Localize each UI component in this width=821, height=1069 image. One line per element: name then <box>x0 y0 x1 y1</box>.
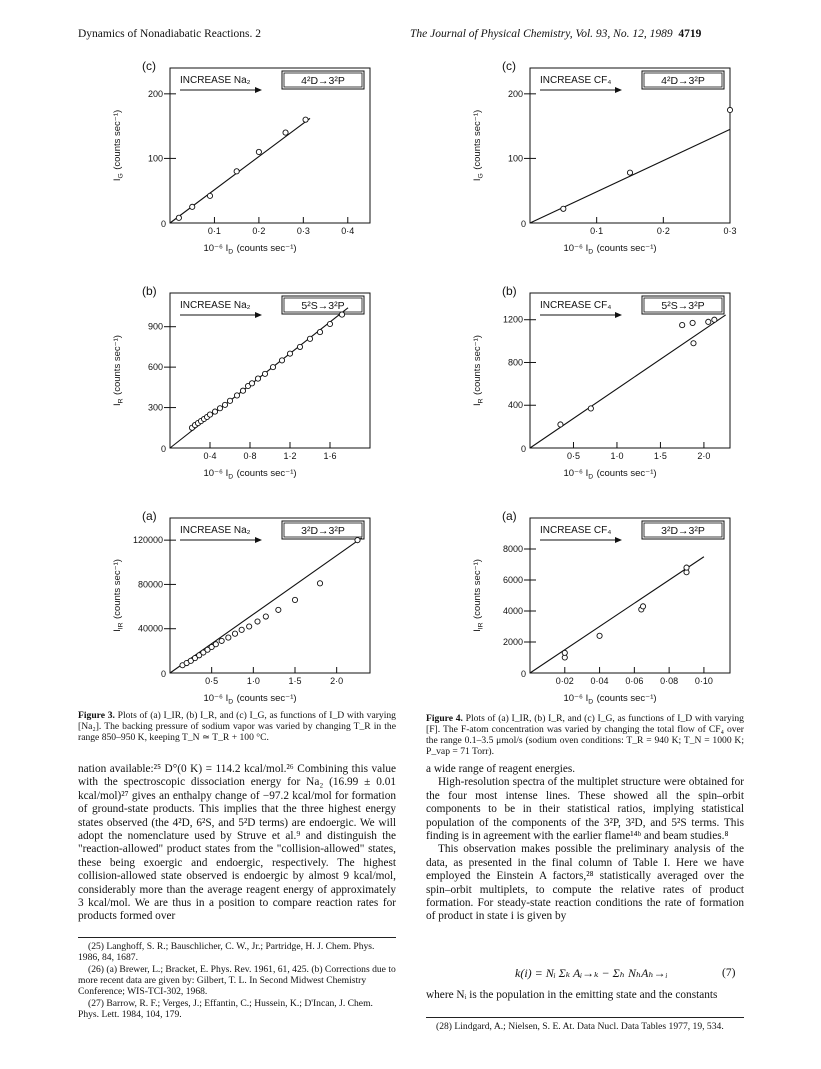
data-point <box>691 341 696 346</box>
x-tick-label: 1·5 <box>653 451 667 461</box>
page-number: 4719 <box>678 28 702 40</box>
data-point <box>317 581 322 586</box>
data-point <box>226 635 231 640</box>
data-point <box>263 614 268 619</box>
data-point <box>176 215 181 220</box>
arrow-head <box>255 312 262 318</box>
y-axis-label: $I_R$ (counts sec⁻¹) <box>472 335 485 406</box>
x-axis-label: 10⁻⁶ $I_D$ (counts sec⁻¹) <box>203 243 297 256</box>
data-point <box>212 409 217 414</box>
x-tick-label: 0·1 <box>590 226 604 236</box>
fit-line <box>530 557 704 673</box>
running-head-right <box>410 28 701 40</box>
figure4-caption <box>426 713 744 757</box>
x-tick-label: 0·02 <box>555 676 574 686</box>
increase-annotation: INCREASE CF₄ <box>540 300 612 311</box>
data-point <box>562 650 567 655</box>
transition-label: 4²D→3²P <box>661 75 705 87</box>
x-tick-label: 0·3 <box>296 226 310 236</box>
fig3c-chart <box>95 50 415 255</box>
panel-label: (a) <box>142 509 157 523</box>
data-point <box>270 365 275 370</box>
data-point <box>727 107 732 112</box>
equation-7-number: (7) <box>722 967 736 979</box>
x-tick-label: 1·0 <box>246 676 260 686</box>
y-tick-label: 400 <box>507 400 523 411</box>
x-tick-label: 1·0 <box>610 451 624 461</box>
data-point <box>712 317 717 322</box>
data-point <box>561 206 566 211</box>
x-axis-label: 10⁻⁶ $I_D$ (counts sec⁻¹) <box>563 693 657 706</box>
x-axis-label: 10⁻⁶ $I_D$ (counts sec⁻¹) <box>203 468 297 481</box>
y-tick-label: 800 <box>507 357 523 368</box>
panel-label: (b) <box>502 284 517 298</box>
data-point <box>239 627 244 632</box>
data-point <box>307 336 312 341</box>
data-point <box>207 412 212 417</box>
data-point <box>255 376 260 381</box>
fig4a-chart <box>455 500 775 705</box>
plot-frame <box>530 518 730 673</box>
data-point <box>276 607 281 612</box>
x-axis-label: 10⁻⁶ $I_D$ (counts sec⁻¹) <box>563 243 657 256</box>
figure3-caption <box>78 710 396 743</box>
footnote-rule-left <box>78 937 396 938</box>
y-tick-label: 600 <box>147 362 163 373</box>
fig3a-chart <box>95 500 415 705</box>
data-point <box>232 631 237 636</box>
transition-label: 5²S→3²P <box>301 300 345 312</box>
x-tick-label: 1·5 <box>288 676 302 686</box>
increase-annotation: INCREASE Na₂ <box>180 75 251 86</box>
origin-label: 0 <box>160 669 166 679</box>
body-left-paragraph: nation available:²⁵ D°(0 K) = 114.2 kcal/mol.²⁶ Combining this value with the spectroscopic dissociation energy for Na₂ (16.99 ± 0.01 kcal/mol)²⁷ gives an enthalpy change of −97.2 kcal/mol for formation of ground-state products. This implies that the three highest energy states observed (the 4²D, 6²S, and 5²D terms) are endoergic. We will adopt the nomenclature used by Struve et al.⁹ and distinguish the "reaction-allowed" product states from the "collision-allowed" states, these being exoergic and endoergic, respectively. The highest collision-allowed state observed is endoergic by almost 9 kcal/mol, considerably more than the average reagent energy of approximately 3 kcal/mol. We are thus in a position to compare reaction rates for products formed over <box>78 763 396 923</box>
y-tick-label: 6000 <box>502 575 523 585</box>
data-point <box>287 351 292 356</box>
data-point <box>262 371 267 376</box>
data-point <box>680 322 685 327</box>
arrow-head <box>255 87 262 93</box>
data-point <box>234 393 239 398</box>
increase-annotation: INCREASE CF₄ <box>540 525 612 536</box>
data-point <box>303 117 308 122</box>
panel-label: (c) <box>142 59 156 73</box>
x-tick-label: 0·8 <box>243 451 257 461</box>
plot-frame <box>170 68 370 223</box>
data-point <box>297 344 302 349</box>
references-right <box>426 1021 744 1033</box>
data-point <box>706 319 711 324</box>
data-point <box>283 130 288 135</box>
x-axis-label: 10⁻⁶ $I_D$ (counts sec⁻¹) <box>563 468 657 481</box>
data-point <box>355 538 360 543</box>
body-right-paragraph-2: High-resolution spectra of the multiplet structure were obtained for the four most intense lines. These showed all the spin–orbit components to be in their statistical ratios, implying statistical population of the components of the 3²P, 3²D, and 5²S terms. This finding is in agreement with the earlier flame¹⁴ᵇ and beam studies.⁸ <box>426 776 744 843</box>
x-tick-label: 2·0 <box>697 451 711 461</box>
y-tick-label: 900 <box>147 321 163 332</box>
y-axis-label: $I_G$ (counts sec⁻¹) <box>112 109 125 182</box>
reference-28: (28) Lindgard, A.; Nielsen, S. E. At. Data Nucl. Data Tables 1977, 19, 534. <box>436 1021 724 1032</box>
data-point <box>222 402 227 407</box>
figure3-label: Figure 3. <box>78 710 115 721</box>
running-head-left: Dynamics of Nonadiabatic Reactions. 2 <box>78 28 261 40</box>
panel-label: (b) <box>142 284 157 298</box>
data-point <box>255 619 260 624</box>
origin-label: 0 <box>160 444 166 454</box>
transition-label: 4²D→3²P <box>301 75 345 87</box>
y-axis-label: $I_G$ (counts sec⁻¹) <box>472 109 485 182</box>
x-tick-label: 0·08 <box>660 676 679 686</box>
plot-frame <box>530 68 730 223</box>
data-point <box>249 381 254 386</box>
y-axis-label: $I_R$ (counts sec⁻¹) <box>112 335 125 406</box>
panel-label: (a) <box>502 509 517 523</box>
increase-annotation: INCREASE Na₂ <box>180 525 251 536</box>
x-tick-label: 0·10 <box>694 676 713 686</box>
x-axis-label: 10⁻⁶ $I_D$ (counts sec⁻¹) <box>203 693 297 706</box>
y-tick-label: 200 <box>147 88 163 99</box>
origin-label: 0 <box>160 219 166 229</box>
after-equation-text: where Nᵢ is the population in the emitting state and the constants <box>426 989 718 1001</box>
x-tick-label: 1·2 <box>283 451 297 461</box>
fit-line <box>530 129 730 223</box>
data-point <box>317 329 322 334</box>
data-point <box>597 633 602 638</box>
x-tick-label: 0·2 <box>656 226 670 236</box>
data-point <box>213 642 218 647</box>
data-point <box>684 565 689 570</box>
data-point <box>627 170 632 175</box>
data-point <box>292 597 297 602</box>
arrow-head <box>255 537 262 543</box>
body-right-paragraph-3: This observation makes possible the preliminary analysis of the data, as presented in the final column of Table I. Here we have employed the Einstein A factors,²⁸ statistically averaged over the spin–orbit multiplets, to compute the relative rates of product formation. For steady-state reaction conditions the rate of formation of product in state i is given by <box>426 843 744 923</box>
x-tick-label: 0·3 <box>723 226 737 236</box>
x-tick-label: 0·5 <box>566 451 580 461</box>
y-tick-label: 200 <box>507 88 523 99</box>
data-point <box>339 312 344 317</box>
origin-label: 0 <box>520 219 526 229</box>
body-right-paragraph-1: a wide range of reagent energies. <box>426 763 576 775</box>
data-point <box>240 388 245 393</box>
data-point <box>234 169 239 174</box>
reference-25: (25) Langhoff, S. R.; Bauschlicher, C. W., Jr.; Partridge, H. J. Chem. Phys. 1986, 84, 1687. <box>78 941 375 963</box>
y-tick-label: 300 <box>147 402 163 413</box>
reference-26: (26) (a) Brewer, L.; Bracket, E. Phys. Rev. 1961, 61, 425. (b) Corrections due to more recent data are given by: Gilbert, T. L. In Second Midwest Chemistry Conference; WIS-TCI-302, 1968. <box>78 964 396 997</box>
transition-label: 3²D→3²P <box>301 525 345 537</box>
body-right-continuation <box>426 989 744 1002</box>
data-point <box>219 638 224 643</box>
x-tick-label: 0·2 <box>252 226 266 236</box>
data-point <box>640 604 645 609</box>
panel-label: (c) <box>502 59 516 73</box>
footnote-rule-right <box>426 1017 744 1018</box>
y-axis-label: $I_{IR}$ (counts sec⁻¹) <box>472 559 485 632</box>
y-tick-label: 4000 <box>502 606 523 616</box>
equation-7: k(i) = Nᵢ Σₖ Aᵢ→ₖ − Σₕ NₕAₕ→ᵢ <box>515 966 668 980</box>
y-tick-label: 2000 <box>502 637 523 647</box>
y-tick-label: 40000 <box>137 623 163 634</box>
figure4-label: Figure 4. <box>426 713 463 724</box>
references-left <box>78 941 396 1021</box>
fig4c-chart <box>455 50 775 255</box>
body-right-column <box>426 763 744 924</box>
y-axis-label: $I_{IR}$ (counts sec⁻¹) <box>112 559 125 632</box>
y-tick-label: 100 <box>507 153 523 164</box>
fig3b-chart <box>95 275 415 480</box>
data-point <box>279 358 284 363</box>
figure4-text: Plots of (a) I_IR, (b) I_R, and (c) I_G, as functions of I_D with varying [F]. The F-atom concentration was varied by changing the total flow of CF₄ over the range 0.1–3.5 μmol/s (sodium oven conditions: T_R = 940 K; T_N = 1000 K; P_vap = 71 Torr). <box>426 713 744 757</box>
data-point <box>227 398 232 403</box>
arrow-head <box>615 87 622 93</box>
x-tick-label: 0·04 <box>590 676 609 686</box>
origin-label: 0 <box>520 669 526 679</box>
x-tick-label: 0·4 <box>203 451 217 461</box>
y-tick-label: 1200 <box>502 314 523 325</box>
increase-annotation: INCREASE Na₂ <box>180 300 251 311</box>
data-point <box>190 204 195 209</box>
reference-27: (27) Barrow, R. F.; Verges, J.; Effantin, C.; Hussein, K.; D'Incan, J. Chem. Phys. Lett. 1984, 104, 179. <box>78 998 373 1020</box>
y-tick-label: 120000 <box>132 535 163 546</box>
data-point <box>247 624 252 629</box>
x-tick-label: 0·4 <box>341 226 355 236</box>
figure3-text: Plots of (a) I_IR, (b) I_R, and (c) I_G, as functions of I_D with varying [Na₂]. The backing pressure of sodium vapor was varied by changing T_R in the range 850–950 K, keeping T_N ≃ T_R + 100 °C. <box>78 710 396 743</box>
y-tick-label: 8000 <box>502 544 523 554</box>
transition-label: 5²S→3²P <box>661 300 705 312</box>
fit-line <box>530 315 726 448</box>
y-tick-label: 100 <box>147 153 163 164</box>
x-tick-label: 1·6 <box>323 451 337 461</box>
data-point <box>690 320 695 325</box>
data-point <box>256 149 261 154</box>
y-tick-label: 80000 <box>137 579 163 590</box>
arrow-head <box>615 312 622 318</box>
journal-citation: The Journal of Physical Chemistry, Vol. 93, No. 12, 1989 <box>410 28 673 40</box>
x-tick-label: 2·0 <box>330 676 344 686</box>
data-point <box>558 422 563 427</box>
data-point <box>327 321 332 326</box>
arrow-head <box>615 537 622 543</box>
fig4b-chart <box>455 275 775 480</box>
plot-frame <box>170 518 370 673</box>
data-point <box>207 193 212 198</box>
x-tick-label: 0·5 <box>205 676 219 686</box>
x-tick-label: 0·06 <box>625 676 644 686</box>
origin-label: 0 <box>520 444 526 454</box>
transition-label: 3²D→3²P <box>661 525 705 537</box>
body-left-column <box>78 763 396 924</box>
data-point <box>588 406 593 411</box>
increase-annotation: INCREASE CF₄ <box>540 75 612 86</box>
x-tick-label: 0·1 <box>207 226 221 236</box>
data-point <box>217 406 222 411</box>
